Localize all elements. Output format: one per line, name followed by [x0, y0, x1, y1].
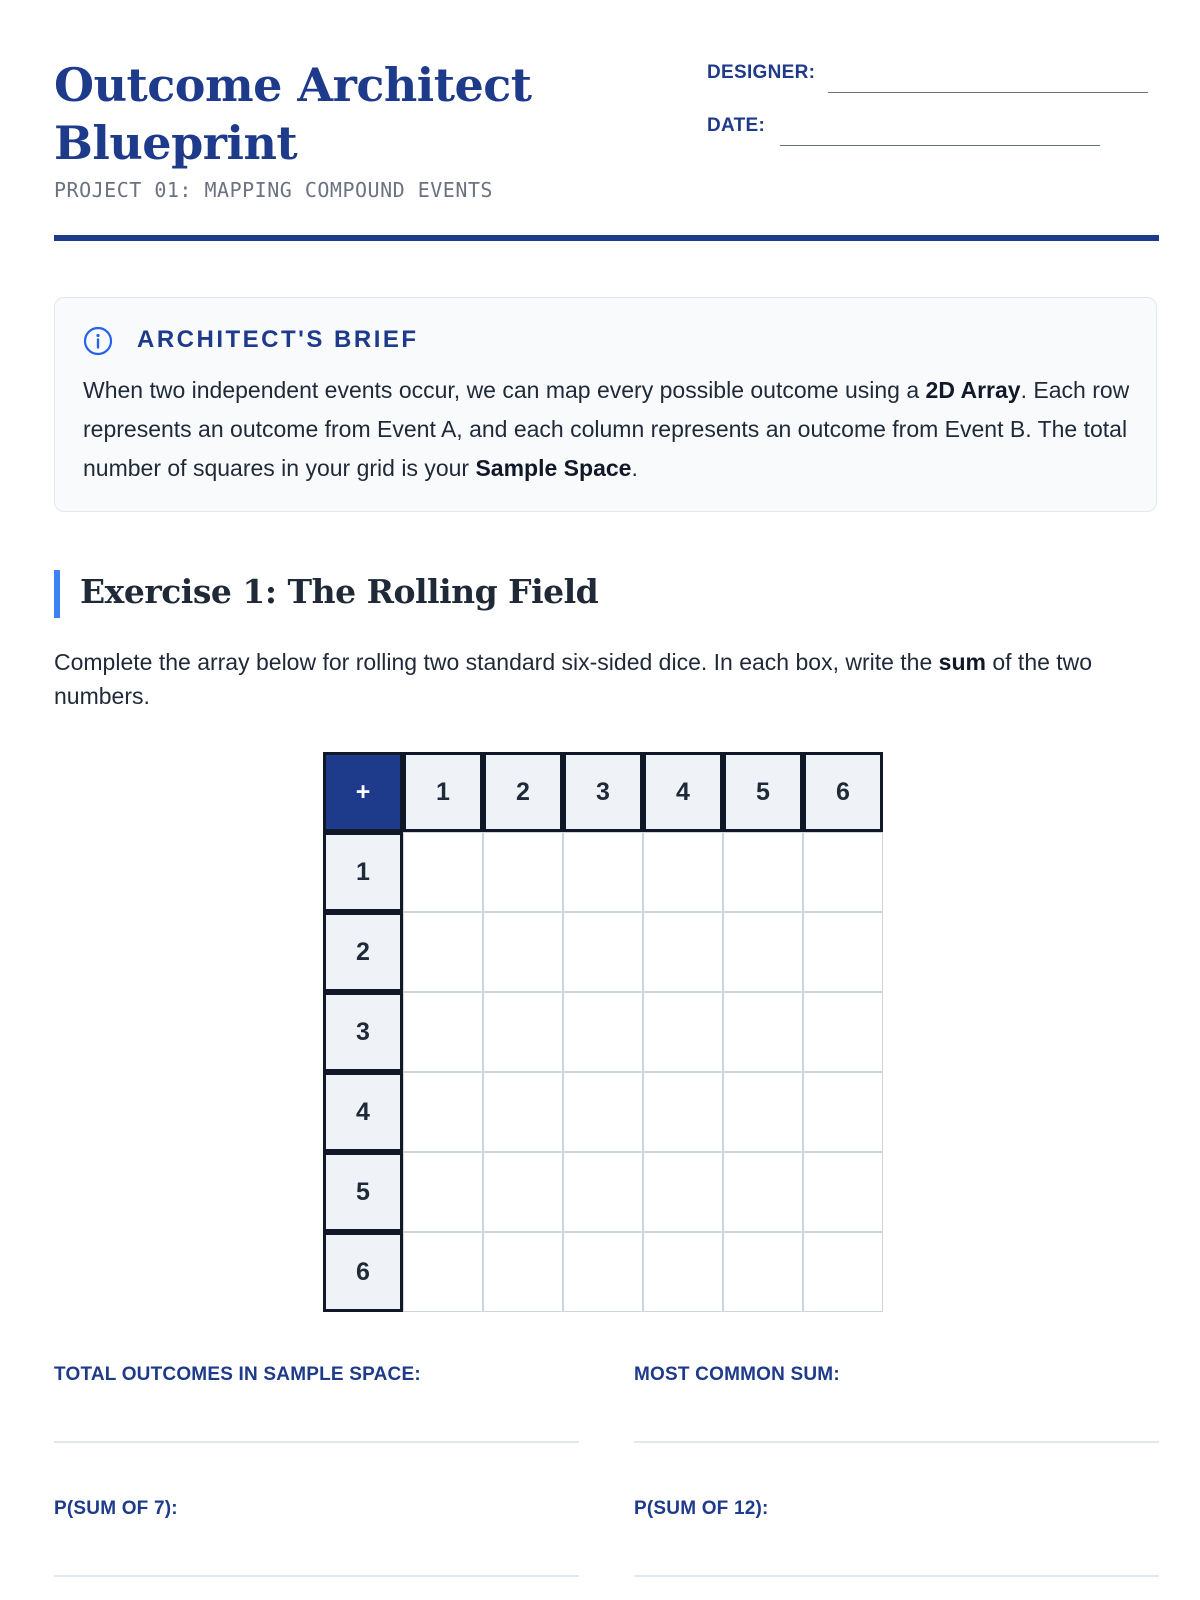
grid-cell[interactable] — [483, 1232, 563, 1312]
grid-corner-plus: + — [323, 752, 403, 832]
col-header-3: 3 — [563, 752, 643, 832]
p-sum-12-label: P(SUM OF 12): — [634, 1498, 769, 1519]
p-sum-12-field[interactable] — [634, 1575, 1159, 1577]
grid-cell[interactable] — [563, 912, 643, 992]
grid-cell[interactable] — [483, 1072, 563, 1152]
grid-cell[interactable] — [403, 1072, 483, 1152]
row-header-3: 3 — [323, 992, 403, 1072]
info-icon — [83, 326, 113, 356]
grid-cell[interactable] — [803, 992, 883, 1072]
grid-cell[interactable] — [403, 1232, 483, 1312]
grid-cell[interactable] — [723, 912, 803, 992]
grid-cell[interactable] — [803, 1152, 883, 1232]
project-subtitle: PROJECT 01: MAPPING COMPOUND EVENTS — [54, 178, 493, 202]
col-header-1: 1 — [403, 752, 483, 832]
grid-cell[interactable] — [403, 992, 483, 1072]
grid-cell[interactable] — [563, 992, 643, 1072]
grid-cell[interactable] — [643, 1152, 723, 1232]
architect-brief-box — [54, 297, 1157, 512]
grid-cell[interactable] — [803, 832, 883, 912]
row-header-5: 5 — [323, 1152, 403, 1232]
header-divider — [54, 235, 1159, 241]
brief-title: ARCHITECT'S BRIEF — [137, 326, 419, 353]
grid-cell[interactable] — [403, 1152, 483, 1232]
grid-cell[interactable] — [483, 1152, 563, 1232]
grid-cell[interactable] — [723, 832, 803, 912]
designer-field[interactable] — [828, 92, 1148, 93]
grid-cell[interactable] — [563, 1152, 643, 1232]
total-outcomes-label: TOTAL OUTCOMES IN SAMPLE SPACE: — [54, 1364, 421, 1385]
grid-cell[interactable] — [643, 912, 723, 992]
grid-cell[interactable] — [803, 1072, 883, 1152]
grid-cell[interactable] — [723, 1072, 803, 1152]
col-header-2: 2 — [483, 752, 563, 832]
brief-text: When two independent events occur, we can map every possible outcome using a 2D Array. Each row represents an outcome from Event A, and each column represents an outcome from Event B. The total number of squares in your grid is your Sample Space. — [83, 377, 1130, 481]
p-sum-7-label: P(SUM OF 7): — [54, 1498, 178, 1519]
grid-cell[interactable] — [643, 1232, 723, 1312]
exercise-title: Exercise 1: The Rolling Field — [80, 572, 599, 611]
row-header-4: 4 — [323, 1072, 403, 1152]
grid-cell[interactable] — [723, 1152, 803, 1232]
col-header-5: 5 — [723, 752, 803, 832]
row-header-2: 2 — [323, 912, 403, 992]
grid-cell[interactable] — [563, 1232, 643, 1312]
grid-cell[interactable] — [563, 1072, 643, 1152]
grid-cell[interactable] — [643, 992, 723, 1072]
sum-grid — [323, 752, 883, 1312]
date-label: DATE: — [707, 115, 766, 136]
grid-cell[interactable] — [483, 912, 563, 992]
exercise-description: Complete the array below for rolling two standard six-sided dice. In each box, write the sum of the two numbers. — [54, 649, 1093, 709]
total-outcomes-field[interactable] — [54, 1441, 579, 1443]
grid-cell[interactable] — [643, 832, 723, 912]
grid-cell[interactable] — [483, 832, 563, 912]
grid-cell[interactable] — [403, 832, 483, 912]
grid-cell[interactable] — [403, 912, 483, 992]
col-header-4: 4 — [643, 752, 723, 832]
grid-cell[interactable] — [723, 1232, 803, 1312]
page-title: Outcome Architect Blueprint — [54, 58, 532, 170]
grid-cell[interactable] — [643, 1072, 723, 1152]
grid-cell[interactable] — [563, 832, 643, 912]
designer-label: DESIGNER: — [707, 62, 816, 83]
col-header-6: 6 — [803, 752, 883, 832]
date-field[interactable] — [780, 145, 1100, 146]
grid-cell[interactable] — [803, 1232, 883, 1312]
row-header-6: 6 — [323, 1232, 403, 1312]
grid-cell[interactable] — [803, 912, 883, 992]
p-sum-7-field[interactable] — [54, 1575, 579, 1577]
most-common-sum-field[interactable] — [634, 1441, 1159, 1443]
grid-cell[interactable] — [723, 992, 803, 1072]
exercise-accent-bar — [54, 570, 60, 618]
most-common-sum-label: MOST COMMON SUM: — [634, 1364, 840, 1385]
row-header-1: 1 — [323, 832, 403, 912]
grid-cell[interactable] — [483, 992, 563, 1072]
